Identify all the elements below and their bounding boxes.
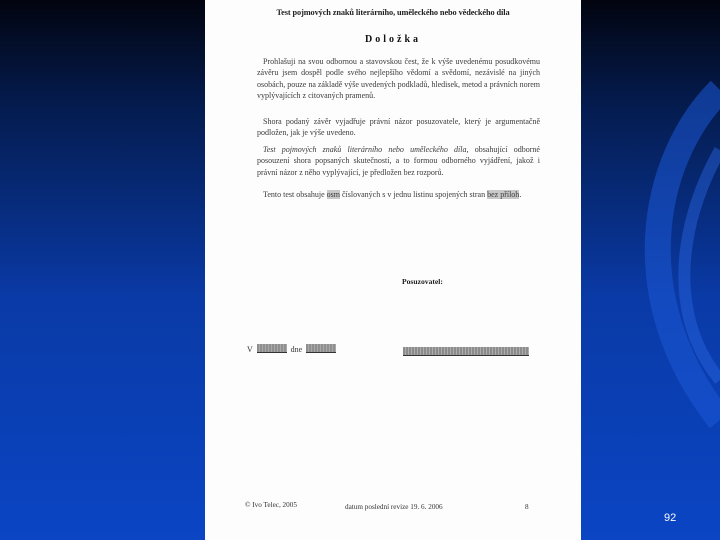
footer-revision-date: datum poslední revize 19. 6. 2006 xyxy=(345,503,443,511)
paragraph-page-count xyxy=(257,189,529,200)
page-count-highlight: osm xyxy=(326,190,340,199)
page-count-end: . xyxy=(519,190,522,199)
assessor-label: Posuzovatel: xyxy=(402,277,443,286)
footer-copyright: © Ivo Telec, 2005 xyxy=(245,501,297,509)
place-date-line xyxy=(247,344,338,354)
paragraph-opinion: Shora podaný závěr vyjadřuje právní názor posuzovatele, který je argumentačně podložen, jak je výše uvedeno. xyxy=(257,117,540,138)
footer-page-number: 8 xyxy=(525,503,529,511)
test-summary-text: obsahující odborné posouzení shora popsaných skutečností, a to formou odborného vyjádření, jakož i právní názor z něho vyplývající, je předložen bez rozporů. xyxy=(257,145,540,177)
scanned-document-page xyxy=(205,0,581,540)
document-header: Test pojmových znaků literárního, uměleckého nebo vědeckého díla xyxy=(276,8,510,17)
place-prefix: V xyxy=(247,345,253,354)
place-blank xyxy=(257,344,287,353)
document-title: Doložka xyxy=(365,34,421,45)
decorative-swoosh xyxy=(580,0,720,540)
date-label: dne xyxy=(290,345,303,354)
page-count-lead: Tento test obsahuje xyxy=(263,190,325,199)
paragraph-declaration: Prohlašuji na svou odbornou a stavovskou čest, že k výše uvedenému posudkovému závěru jsem dospěl podle svého nejlepšího vědomí a svědomí, nezávislé na jiných osobách, pouze na základě výše uvedených podkladů, hledisek, metod a právních norem vyplývajících z citovaných pramenů. xyxy=(257,57,541,100)
page-count-middle: číslovaných s v jednu listinu spojených stran xyxy=(340,190,486,199)
slide-number: 92 xyxy=(664,512,677,524)
attachments-highlight: bez příloh xyxy=(487,190,520,199)
test-title-italic: Test pojmových znaků literárního nebo uměleckého díla, xyxy=(263,145,469,154)
date-blank xyxy=(306,344,336,353)
paragraph-test-summary xyxy=(257,144,540,178)
signature-line xyxy=(403,347,529,356)
